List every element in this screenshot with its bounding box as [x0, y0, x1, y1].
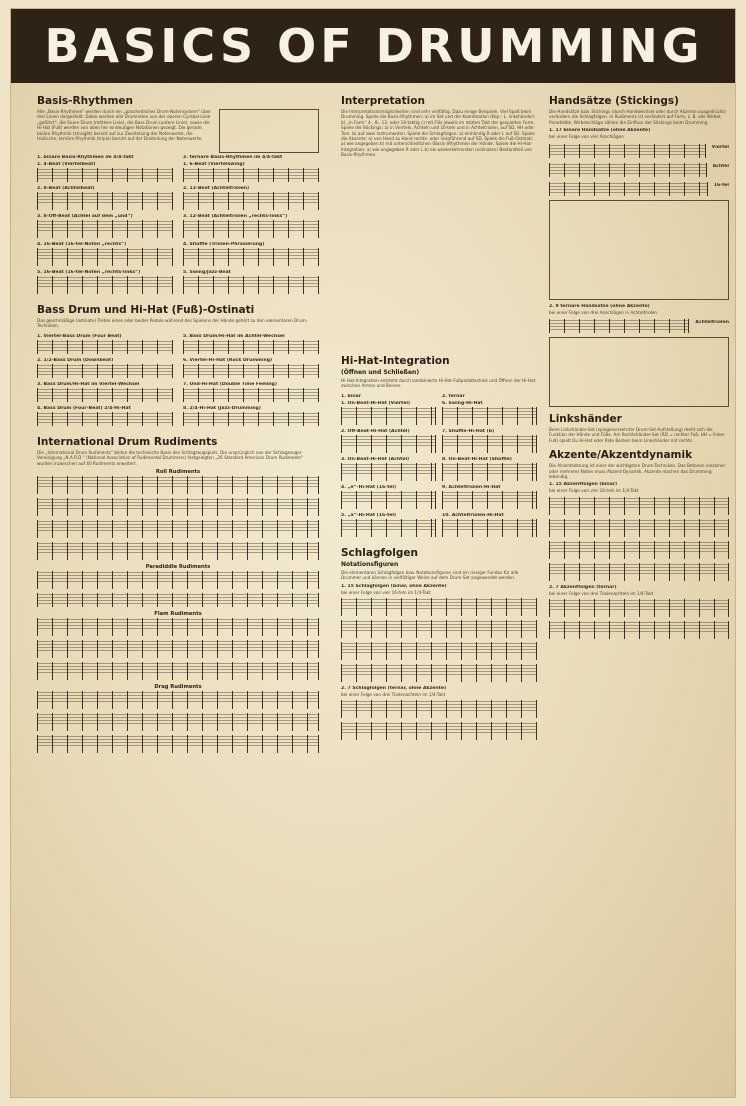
staff [549, 621, 729, 639]
staff [37, 476, 319, 494]
column-left [37, 89, 319, 1089]
staff [549, 144, 706, 158]
staff [341, 407, 436, 425]
rhythm-label: 5. 16-Beat (16-tel-Noten „rechts-links“) [37, 270, 141, 275]
schlag-h2-sub: bei einer Folge von drei Triolenachteln im 1/4-Takt [341, 692, 446, 698]
rhythm-label: 2. 12-Beat (Achteltriolen) [183, 186, 250, 191]
schlag-title: Schlagfolgen [341, 546, 418, 559]
hihat-label: 7. Shuffle-Hi-Hat (b) [442, 428, 495, 434]
staff [341, 463, 436, 481]
ostinato-label: 6. Viertel-Hi-Hat (Rock Drumming) [183, 357, 273, 363]
ostinati-text: Das gleichmäßige (ostinate) Treten eines oder beider Pedale während des Spielens der Hände gehört zu den elementaren Drum-Techniken. [37, 318, 308, 329]
akzente-h1: 1. 15 Akzentfolgen (binär) [549, 482, 618, 488]
staff [341, 519, 436, 537]
hihat-binary-head: 1. binär [341, 393, 362, 399]
staff [183, 276, 319, 294]
basis-title: Basis-Rhythmen [37, 95, 133, 107]
staff [183, 340, 319, 354]
staff [183, 364, 319, 378]
hihat-label: 6. Swing-Hi-Hat [442, 400, 483, 406]
schlag-subtitle: Notationsfiguren [341, 560, 399, 568]
hihat-title: Hi-Hat-Integration [341, 355, 450, 367]
poster [10, 8, 736, 1098]
column-middle [341, 89, 537, 1089]
staff [183, 412, 319, 426]
staff [341, 722, 537, 740]
staff [442, 435, 537, 453]
note-value-label: Achtel [712, 163, 729, 169]
ostinato-label: 5. Bass Drum/Hi-Hat im Achtel-Wechsel [183, 333, 285, 339]
ostinato-label: 3. Bass Drum/Hi-Hat im Viertel-Wechsel [37, 381, 140, 387]
staff [341, 642, 537, 660]
hihat-label: 9. Achteltriolen-Hi-Hat [442, 484, 501, 490]
staff [549, 182, 708, 196]
rhythm-label: 3. 8-Off-Beat (Achtel auf dem „und“) [37, 214, 133, 219]
note-value-label: Viertel [711, 144, 729, 150]
rhythm-label: 3. 12-Beat (Achteltriolen „rechts-links“) [183, 214, 288, 219]
hand-h1: 1. 17 binäre Handsätze (ohne Akzente) [549, 128, 651, 134]
hihat-text: Hi-Hat-Integration entsteht durch kombinierte Hi-Hat-Fußpedaltechnik und Öffnen der Hi-Hat zwischen Armen und Beinen. [341, 378, 536, 389]
staff [341, 491, 436, 509]
staff [183, 388, 319, 402]
rhythm-label: 5. Swing/Jazz-Beat [183, 270, 231, 275]
links-title: Linkshänder [549, 413, 622, 426]
schlag-text: Die elementaren Schlagfolgen bzw. Notationsfiguren sind ein riesiger Fundus für alle Drummer und können in vielfältiger Weise auf dem Drum-Set angewendet werden. [341, 569, 519, 581]
staff [37, 571, 319, 589]
basis-binary-head: 1. binäre Basis-Rhythmen im 4/4-Takt [37, 155, 134, 160]
staff [549, 599, 729, 617]
note-value-label: 16-tel [713, 182, 729, 188]
hihat-label: 2. Off-Beat-Hi-Hat (Achtel) [341, 428, 410, 434]
sticking-table [549, 200, 729, 300]
rudiment-group-label: Paradiddle Rudiments [145, 564, 211, 571]
staff [183, 168, 319, 182]
staff [183, 248, 319, 266]
hihat-label: 1. On-Beat-Hi-Hat (Viertel) [341, 400, 411, 406]
staff [341, 620, 537, 638]
staff [442, 491, 537, 509]
ostinati-title: Bass Drum und Hi-Hat (Fuß)-Ostinati [37, 304, 255, 316]
staff [37, 340, 173, 354]
rhythm-label: 1. 4-Beat (Viertelbeat) [37, 162, 96, 167]
note-value-label: Achteltriolen [695, 320, 729, 326]
staff [37, 168, 173, 182]
staff [183, 220, 319, 238]
staff [442, 519, 537, 537]
hand-h2: 2. 9 ternäre Handsätze (ohne Akzente) [549, 303, 650, 309]
staff [37, 640, 319, 658]
staff [549, 497, 729, 515]
staff [37, 735, 319, 753]
rudiments-text: Die „International Drum Rudiments“ bilden die technische Basis des Schlagzeugspiels. Die ursprünglich von der Schlagzeuger-Vereinigung „N.A.R.D.“ (National Association of Rudimental Drummers) festgelegten „26 Standard American Drum Rudiments“ wurden inzwischen auf 40 Rudiments erweitert. [37, 449, 304, 466]
hand-text: Die Handsätze bzw. Stickings (durch Handwechsel oder durch Akzente ausgedrückt) verändern die Schlagfolgen. In Rudiments ist verändert auf Form, z. B. alle Wirbel, Paradiddle, Wirbelschläge zählen die Einfluss der Stickings beim Drumming. [549, 109, 726, 125]
hand-h2-sub: bei einer Folge von drei Anschlägen in Achteltriolen [549, 309, 658, 315]
staff [549, 163, 707, 177]
rhythm-label: 2. 8-Beat (Achtelbeat) [37, 186, 95, 191]
staff [37, 618, 319, 636]
rhythm-label: 4. Shuffle (Triolen-Phrasierung) [183, 242, 265, 247]
schlag-h1-sub: bei einer Folge von vier 16-teln im 1/4-Takt [341, 589, 431, 595]
ostinato-label: 8. 2/4-Hi-Hat (Jazz-Drumming) [183, 405, 261, 411]
hand-title: Handsätze (Stickings) [549, 95, 679, 107]
staff [37, 520, 319, 538]
rudiment-group-label: Drag Rudiments [154, 684, 202, 691]
staff [183, 192, 319, 210]
rudiments-title: International Drum Rudiments [37, 435, 218, 448]
rudiment-group-label: Roll Rudiments [155, 469, 201, 476]
staff [37, 542, 319, 560]
staff [37, 498, 319, 516]
rhythm-label: 4. 16-Beat (16-tel-Noten „rechts“) [37, 242, 127, 247]
akzente-h2-sub: bei einer Folge von drei Triolenachteln im 1/4-Takt [549, 590, 654, 596]
staff [37, 593, 319, 607]
staff [37, 691, 319, 709]
staff [37, 388, 173, 402]
staff [37, 248, 173, 266]
staff [442, 463, 537, 481]
staff [37, 220, 173, 238]
hihat-label: 5. „a“-Hi-Hat (16-tel) [341, 512, 397, 518]
hihat-label: 10. Achteltriolen-Hi-Hat [442, 512, 504, 518]
basis-ternary-head: 2. ternäre Basis-Rhythmen im 4/4-Takt [183, 155, 283, 160]
basis-grid [37, 153, 319, 298]
staff [549, 541, 729, 559]
interpretation-text: Die Interpretationsmöglichkeiten sind sehr vielfältig. Dazu einige Beispiele. Viel Spaß beim Drumming. Spiele die Basis-Rhythmen: a) im Set und der Koordination (Bsp.: L. linkshänder) b) „in Form“ 4-, 8-, 12- oder 16-taktig c) mit Fills jeweils im letzten Takt der gespielten Form. Spiele die Stickings: a) in Vierteln, Achteln und 16-teln und in Achteltriolen, auf SD, HH oder Tom. b) auf zwei Instrumenten. Spiele die Schlagfolgen: a) einhändig R oder L auf SD. Spiele die Akzente: a) von Hand zu Hand rechts- oder linksführend auf SD. Spiele die Fuß-Ostinati: a) wie angegeben b) mit unterschiedlichen (Basis-)Rhythmen der Hände. Spiele die Hi-Hat-Integration: a) wie angegeben R oder L b) als wiederkehrenden (ostinaten) Bestandteil von Basis-Rhythmen. [341, 109, 535, 158]
staff [37, 276, 173, 294]
staff [37, 364, 173, 378]
staff [37, 412, 173, 426]
staff [37, 192, 173, 210]
ostinato-label: 1. Viertel-Bass Drum (Four Beat) [37, 333, 122, 339]
hihat-subtitle: (Öffnen und Schließen) [341, 369, 420, 376]
ostinati-grid [37, 332, 319, 430]
staff [37, 713, 319, 731]
akzente-title: Akzente/Akzentdynamik [549, 449, 693, 462]
basis-text: Alle „Basis-Rhythmen“ werden durch ein „ganzheitliches Drum-Notensystem“ über drei Linien dargestellt. Dabei werden alle Drumnoten von der oberen Cymbal-Linie „geführt“, die Snare Drum (mittlere Linie), die Bass Drum (untere Linie), sowie die Hi-Hat (Fuß) werden von oben her eindeutigen Notationen gezeigt. Die gerade, binäre Rhythmik (straight) beruht auf zur Zweiteilung der Notenwerte, die triolische, ternäre Rhythmik (triple) beruht auf der Dreiteilung der Notenwerte. [37, 109, 211, 142]
staff [549, 563, 729, 581]
legend-box [219, 109, 319, 153]
staff [341, 435, 436, 453]
rhythm-label: 1. 6-Beat (Viertelswing) [183, 162, 245, 167]
staff [341, 700, 537, 718]
ostinato-label: 4. Bass Drum (Four-Beat) 2/4-Hi-Hat [37, 405, 131, 411]
interpretation-title: Interpretation [341, 95, 425, 107]
akzente-h1-sub: bei einer Folge von vier 16-teln im 1/4-Takt [549, 488, 639, 494]
akzente-h2: 2. 7 Akzentfolgen (ternär) [549, 584, 617, 590]
staff [549, 319, 689, 333]
hihat-label: 4. „e“-Hi-Hat (16-tel) [341, 484, 397, 490]
triplet-sticking-table [549, 337, 729, 407]
staff [549, 519, 729, 537]
schlag-h1: 1. 15 Schlagfolgen (binär, ohne Akzente) [341, 583, 447, 589]
staff [442, 407, 537, 425]
title-bar [11, 9, 736, 83]
links-text: Beim Linkshänder-Set (spiegelverkehrter Drum-Set-Aufstellung) dreht sich die Funktion der Hände und Füße. Am Rechtshänder-Set (RD = rechter Fuß, HH = linker Fuß) spielt Du Hi-Hat oder Ride Becken beim Linkshänder mit rechts. [549, 427, 725, 443]
ostinato-label: 7. Und-Hi-Hat (Double Time Feeling) [183, 381, 277, 387]
hihat-label: 8. On-Beat-Hi-Hat (Shuffle) [442, 456, 512, 462]
staff [341, 664, 537, 682]
hihat-ternary-head: 2. ternär [442, 393, 465, 399]
schlag-h2: 2. 7 Schlagfolgen (ternär, ohne Akzente) [341, 686, 447, 692]
staff [37, 662, 319, 680]
akzente-text: Die Akzentsetzung ist einer der wichtigsten Drum-Techniken. Das Betonen einzelner oder mehrerer Noten muss Akzent-Dynamik. Akzente machen das Drumming lebendig. [549, 463, 726, 480]
ostinato-label: 2. 1/2-Bass Drum (Downbeat) [37, 357, 114, 363]
poster-title: BASICS OF DRUMMING [44, 19, 704, 73]
hihat-grid [341, 392, 537, 541]
staff [341, 598, 537, 616]
rudiment-group-label: Flam Rudiments [154, 611, 202, 618]
hand-h1-sub: bei einer Folge von vier Anschlägen [549, 134, 624, 140]
column-right [549, 89, 729, 1089]
hihat-label: 3. On-Beat-Hi-Hat (Achtel) [341, 456, 410, 462]
